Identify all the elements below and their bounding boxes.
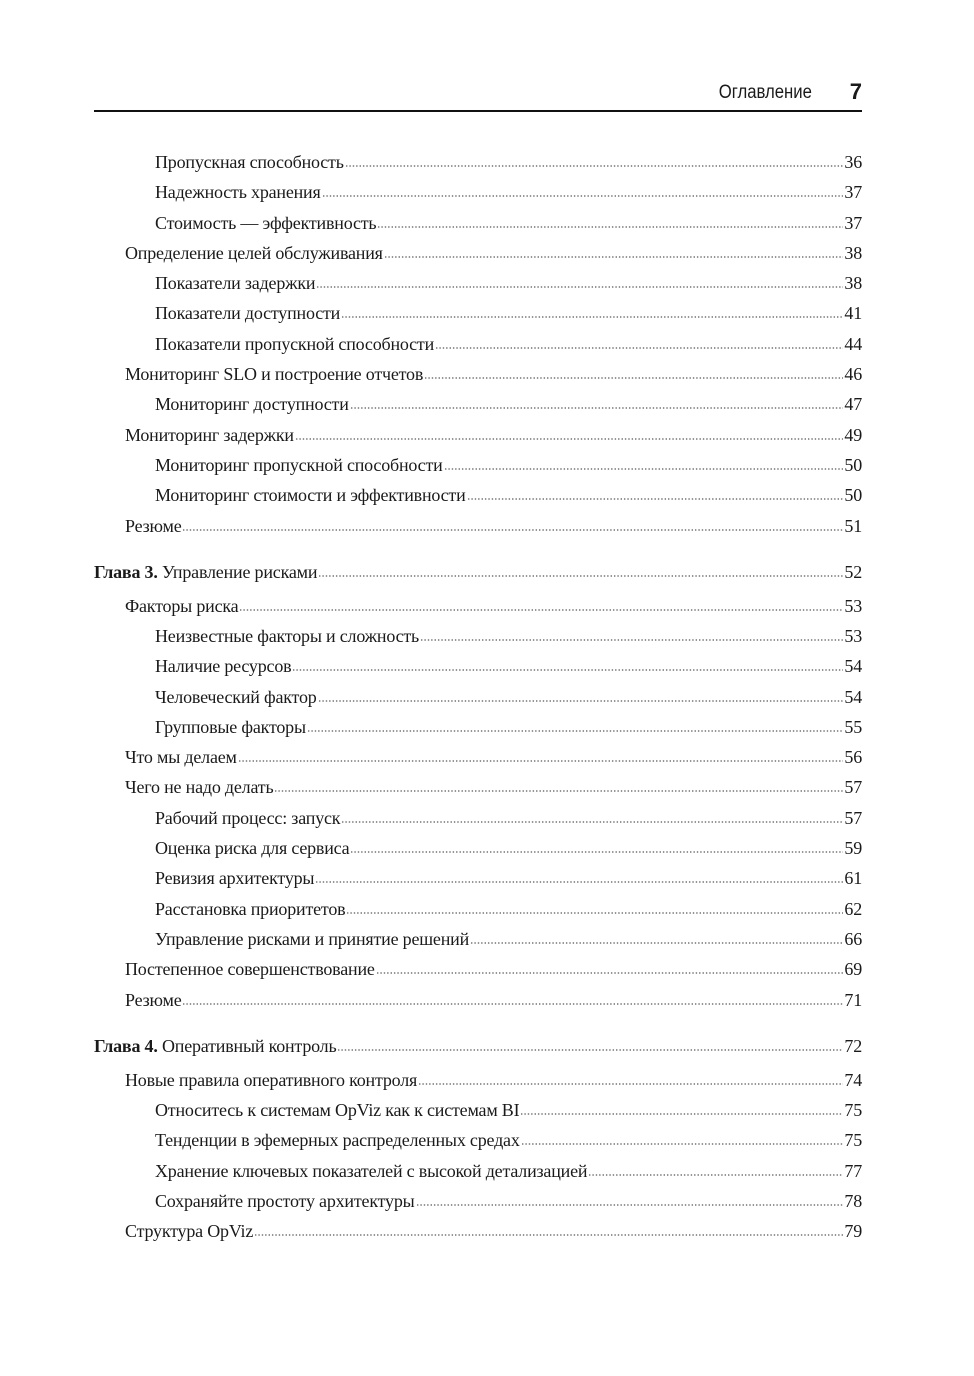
toc-entry[interactable] bbox=[94, 1065, 862, 1095]
toc-entry-title bbox=[155, 298, 340, 328]
dot-leader bbox=[315, 881, 843, 883]
entry-title-text: Сохраняйте простоту архитектуры bbox=[155, 1190, 415, 1211]
toc-entry-page: 54 bbox=[844, 686, 862, 707]
toc-entry[interactable] bbox=[94, 924, 862, 954]
dot-leader bbox=[341, 316, 843, 318]
toc-entry-title bbox=[155, 147, 344, 177]
toc-entry[interactable] bbox=[94, 450, 862, 480]
entry-title-text: Структура OpViz bbox=[125, 1221, 254, 1242]
toc-entry-page: 54 bbox=[844, 656, 862, 677]
entry-title-text: Оценка риска для сервиса bbox=[155, 838, 350, 859]
entry-title-text: Расстановка приоритетов bbox=[155, 898, 346, 919]
entry-title-text: Мониторинг пропускной способности bbox=[155, 454, 443, 475]
toc-entry[interactable] bbox=[94, 238, 862, 268]
toc-entry[interactable] bbox=[94, 480, 862, 510]
toc-entry-page: 37 bbox=[844, 212, 862, 233]
dot-leader bbox=[239, 609, 843, 611]
toc-entry-page: 38 bbox=[844, 242, 862, 263]
dot-leader bbox=[341, 821, 843, 823]
toc-entry-page: 51 bbox=[844, 515, 862, 536]
toc-entry-page: 50 bbox=[844, 485, 862, 506]
dot-leader bbox=[182, 529, 843, 531]
entry-title-text: Резюме bbox=[125, 989, 182, 1010]
toc-entry-page: 50 bbox=[844, 454, 862, 475]
dot-leader bbox=[318, 575, 843, 577]
toc-entry-page: 52 bbox=[844, 562, 862, 583]
toc-entry-page: 47 bbox=[844, 394, 862, 415]
toc-entry[interactable] bbox=[94, 712, 862, 742]
toc-entry-title bbox=[125, 772, 273, 802]
toc-entry[interactable] bbox=[94, 1125, 862, 1155]
entry-title-text: Рабочий процесс: запуск bbox=[155, 807, 341, 828]
toc-entry-page: 61 bbox=[844, 868, 862, 889]
toc-entry[interactable] bbox=[94, 268, 862, 298]
toc-entry[interactable] bbox=[94, 803, 862, 833]
dot-leader bbox=[292, 669, 843, 671]
entry-title-text: Чего не надо делать bbox=[125, 777, 274, 798]
toc-entry-title bbox=[155, 389, 349, 419]
toc-entry-title bbox=[125, 1065, 417, 1095]
toc-entry[interactable] bbox=[94, 772, 862, 802]
toc-entry-page: 49 bbox=[844, 424, 862, 445]
toc-entry-page: 59 bbox=[844, 838, 862, 859]
page-number: 7 bbox=[849, 79, 862, 104]
dot-leader bbox=[377, 226, 843, 228]
toc-entry-page: 69 bbox=[844, 959, 862, 980]
entry-title-text: Новые правила оперативного контроля bbox=[125, 1069, 418, 1090]
entry-title-text: Хранение ключевых показателей с высокой детализацией bbox=[155, 1160, 588, 1181]
toc-entry-title bbox=[125, 238, 383, 268]
entry-title-text: Управление рисками bbox=[161, 562, 318, 583]
toc-entry-title bbox=[125, 742, 237, 772]
dot-leader bbox=[318, 700, 844, 702]
toc-entry-title bbox=[155, 651, 291, 681]
entry-title-text: Пропускная способность bbox=[155, 152, 344, 172]
toc-entry[interactable] bbox=[94, 329, 862, 359]
toc-entry[interactable] bbox=[94, 1095, 862, 1125]
toc-entry-title bbox=[155, 329, 434, 359]
entry-title-text: Стоимость — эффективность bbox=[155, 212, 377, 233]
dot-leader bbox=[238, 760, 844, 762]
dot-leader bbox=[444, 468, 844, 470]
dot-leader bbox=[418, 1083, 843, 1085]
entry-title-text: Надежность хранения bbox=[155, 182, 321, 203]
toc-entry-page: 41 bbox=[844, 303, 862, 324]
toc-entry[interactable] bbox=[94, 651, 862, 681]
dot-leader bbox=[254, 1234, 843, 1236]
toc-entry-page: 38 bbox=[844, 273, 862, 294]
toc-entry[interactable] bbox=[94, 621, 862, 651]
entry-title-text: Групповые факторы bbox=[155, 716, 306, 737]
dot-leader bbox=[520, 1113, 843, 1115]
toc-entry-title bbox=[155, 1125, 520, 1155]
toc-entry-page: 56 bbox=[844, 747, 862, 768]
toc-entry-page: 36 bbox=[844, 152, 862, 172]
toc-entry-page: 79 bbox=[844, 1221, 862, 1242]
toc-entry[interactable] bbox=[94, 833, 862, 863]
toc-entry[interactable] bbox=[94, 894, 862, 924]
entry-title-text: Мониторинг доступности bbox=[155, 394, 349, 415]
dot-leader bbox=[350, 851, 843, 853]
toc-entry[interactable] bbox=[94, 420, 862, 450]
toc-entry[interactable] bbox=[94, 742, 862, 772]
toc-entry-title bbox=[125, 511, 181, 541]
toc-entry[interactable] bbox=[94, 147, 862, 177]
toc-entry[interactable] bbox=[94, 985, 862, 1015]
entry-title-text: Мониторинг стоимости и эффективности bbox=[155, 485, 466, 506]
chapter-label: Глава 4. bbox=[94, 1036, 158, 1057]
entry-title-text: Наличие ресурсов bbox=[155, 656, 292, 677]
toc-entry[interactable] bbox=[94, 177, 862, 207]
entry-title-text: Ревизия архитектуры bbox=[155, 868, 315, 889]
dot-leader bbox=[350, 407, 844, 409]
toc-entry-page: 37 bbox=[844, 182, 862, 203]
toc-entry-page: 72 bbox=[844, 1036, 862, 1057]
dot-leader bbox=[337, 1049, 843, 1051]
dot-leader bbox=[416, 1204, 844, 1206]
toc-entry-title bbox=[125, 985, 181, 1015]
entry-title-text: Управление рисками и принятие решений bbox=[155, 928, 470, 949]
toc-entry-page: 44 bbox=[844, 333, 862, 354]
running-header bbox=[94, 78, 862, 112]
toc-entry-title bbox=[155, 208, 376, 238]
entry-title-text: Относитесь к системам OpViz как к системам BI bbox=[155, 1099, 520, 1120]
toc-entry-title bbox=[125, 359, 423, 389]
toc-entry-title bbox=[155, 480, 466, 510]
toc-entry[interactable] bbox=[94, 591, 862, 621]
table-of-contents bbox=[94, 147, 862, 1246]
toc-entry[interactable] bbox=[94, 1216, 862, 1246]
entry-title-text: Человеческий фактор bbox=[155, 686, 317, 707]
dot-leader bbox=[346, 912, 843, 914]
toc-entry[interactable] bbox=[94, 863, 862, 893]
entry-title-text: Неизвестные факторы и сложность bbox=[155, 625, 420, 646]
toc-entry-title bbox=[155, 450, 443, 480]
toc-entry-title bbox=[155, 803, 340, 833]
entry-title-text: Что мы делаем bbox=[125, 747, 237, 768]
entry-title-text: Резюме bbox=[125, 515, 182, 536]
toc-entry-page: 53 bbox=[844, 625, 862, 646]
toc-entry-title bbox=[125, 1216, 253, 1246]
entry-title-text: Мониторинг задержки bbox=[125, 424, 294, 445]
dot-leader bbox=[435, 347, 843, 349]
toc-entry-title bbox=[125, 420, 294, 450]
entry-title-text: Оперативный контроль bbox=[161, 1036, 337, 1057]
entry-title-text: Постепенное совершенствование bbox=[125, 959, 375, 980]
toc-entry-title bbox=[155, 268, 315, 298]
toc-entry-page: 74 bbox=[844, 1069, 862, 1090]
entry-title-text: Мониторинг SLO и построение отчетов bbox=[125, 364, 424, 385]
toc-entry-title bbox=[94, 1031, 336, 1061]
dot-leader bbox=[376, 972, 844, 974]
toc-entry-page: 75 bbox=[844, 1130, 862, 1151]
toc-entry-page: 78 bbox=[844, 1190, 862, 1211]
toc-entry-page: 66 bbox=[844, 928, 862, 949]
dot-leader bbox=[345, 165, 844, 167]
dot-leader bbox=[384, 256, 844, 258]
toc-entry-page: 62 bbox=[844, 898, 862, 919]
toc-entry[interactable] bbox=[94, 511, 862, 541]
toc-entry-title bbox=[155, 863, 314, 893]
entry-title-text: Тенденции в эфемерных распределенных средах bbox=[155, 1130, 520, 1151]
toc-chapter-entry[interactable] bbox=[94, 557, 862, 587]
toc-entry-title bbox=[155, 682, 317, 712]
chapter-label: Глава 3. bbox=[94, 562, 158, 583]
dot-leader bbox=[420, 639, 843, 641]
toc-entry-page: 53 bbox=[844, 595, 862, 616]
entry-title-text: Показатели пропускной способности bbox=[155, 333, 435, 354]
toc-entry-page: 77 bbox=[844, 1160, 862, 1181]
toc-entry[interactable] bbox=[94, 298, 862, 328]
toc-entry[interactable] bbox=[94, 389, 862, 419]
entry-title-text: Показатели доступности bbox=[155, 303, 341, 324]
toc-entry-title bbox=[155, 177, 321, 207]
toc-entry-page: 46 bbox=[844, 364, 862, 385]
dot-leader bbox=[521, 1143, 844, 1145]
dot-leader bbox=[274, 790, 843, 792]
toc-entry-title bbox=[155, 621, 419, 651]
entry-title-text: Показатели задержки bbox=[155, 273, 316, 294]
dot-leader bbox=[588, 1174, 843, 1176]
dot-leader bbox=[295, 438, 844, 440]
toc-entry-title bbox=[155, 894, 345, 924]
header-title: Оглавление bbox=[718, 82, 812, 103]
toc-entry-page: 75 bbox=[844, 1099, 862, 1120]
toc-entry-title bbox=[125, 591, 238, 621]
toc-entry-page: 71 bbox=[844, 989, 862, 1010]
toc-entry-title bbox=[155, 1156, 587, 1186]
toc-entry-page: 57 bbox=[844, 777, 862, 798]
toc-entry-title bbox=[155, 1095, 519, 1125]
entry-title-text: Определение целей обслуживания bbox=[125, 242, 383, 263]
toc-entry[interactable] bbox=[94, 682, 862, 712]
toc-entry-title bbox=[155, 833, 349, 863]
toc-entry-title bbox=[155, 1186, 415, 1216]
toc-entry[interactable] bbox=[94, 954, 862, 984]
toc-entry[interactable] bbox=[94, 359, 862, 389]
toc-entry[interactable] bbox=[94, 1156, 862, 1186]
dot-leader bbox=[316, 286, 843, 288]
dot-leader bbox=[470, 942, 843, 944]
dot-leader bbox=[424, 377, 843, 379]
toc-entry-title bbox=[155, 924, 469, 954]
toc-entry-page: 55 bbox=[844, 716, 862, 737]
toc-chapter-entry[interactable] bbox=[94, 1031, 862, 1061]
toc-entry-title bbox=[94, 557, 317, 587]
toc-entry-title bbox=[125, 954, 375, 984]
entry-title-text: Факторы риска bbox=[125, 595, 239, 616]
dot-leader bbox=[182, 1003, 843, 1005]
dot-leader bbox=[307, 730, 844, 732]
dot-leader bbox=[467, 498, 844, 500]
dot-leader bbox=[322, 195, 844, 197]
toc-entry-title bbox=[155, 712, 306, 742]
toc-entry-page: 57 bbox=[844, 807, 862, 828]
toc-entry[interactable] bbox=[94, 208, 862, 238]
toc-entry[interactable] bbox=[94, 1186, 862, 1216]
